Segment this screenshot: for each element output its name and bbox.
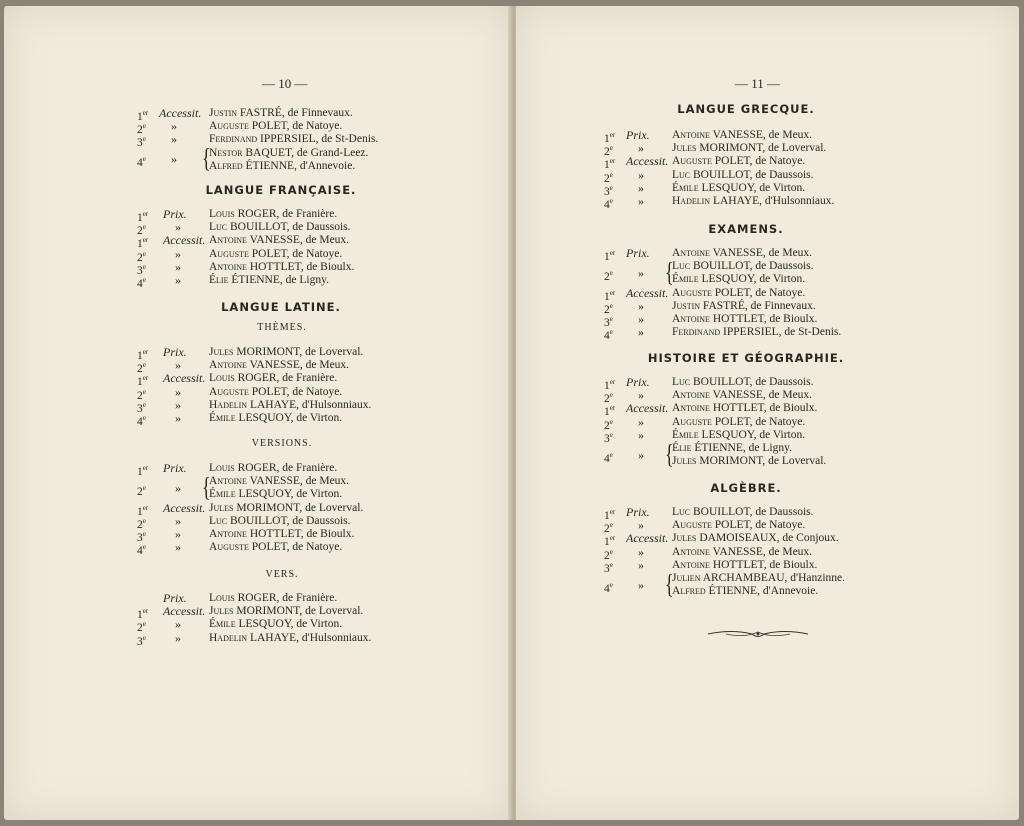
- award-type: Prix.: [626, 505, 650, 519]
- award-rank: 3e: [604, 560, 613, 575]
- award-entry: [137, 461, 397, 478]
- award-type: Prix.: [163, 591, 187, 605]
- award-entry: [604, 414, 864, 432]
- award-rank: 2e: [137, 249, 146, 264]
- ditto-mark: »: [175, 540, 181, 555]
- award-entry: [137, 207, 397, 224]
- award-entry: [137, 591, 397, 604]
- laureate-name: Justin FASTRÉ, de Finnevaux.: [672, 299, 816, 312]
- ditto-mark: »: [175, 630, 181, 645]
- laureate-name: Auguste POLET, de Natoye.: [209, 247, 343, 260]
- award-rank: 1er: [604, 157, 616, 172]
- award-entry: [137, 119, 397, 137]
- award-type: Accessit.: [626, 154, 669, 169]
- award-rank: 1er: [137, 607, 149, 622]
- laureate-name: Émile LESQUOY, de Virton.: [672, 428, 806, 441]
- award-entry: [604, 180, 864, 198]
- award-rank: 1er: [137, 210, 149, 224]
- award-entry: [137, 143, 397, 174]
- heading-langue-grecque: LANGUE GRECQUE.: [677, 102, 815, 116]
- laureate-name: Antoine VANESSE, de Meux.: [672, 129, 813, 141]
- ditto-mark: »: [638, 312, 644, 326]
- award-entry: [137, 513, 397, 531]
- award-entry: [604, 325, 864, 343]
- award-rank: 4e: [604, 197, 613, 211]
- laureate-name: Antoine HOTTLET, de Bioulx.: [209, 260, 355, 273]
- ditto-mark: »: [638, 577, 644, 592]
- laureate-name: Antoine HOTTLET, de Bioulx.: [672, 558, 818, 571]
- award-rank: 1er: [137, 374, 149, 389]
- laureate-name: Auguste POLET, de Natoye.: [209, 385, 343, 398]
- award-type: Accessit.: [626, 531, 669, 546]
- award-entry: [604, 518, 864, 536]
- award-rank: 4e: [137, 543, 146, 558]
- award-rank: 3e: [604, 430, 613, 445]
- award-entry: [137, 220, 397, 238]
- laureate-name: Hadelin LAHAYE, d'Hulsonniaux.: [209, 631, 372, 644]
- award-type: Prix.: [626, 128, 650, 142]
- award-entry: [604, 167, 864, 185]
- ditto-mark: »: [638, 414, 644, 429]
- ditto-mark: »: [638, 298, 644, 313]
- award-entry: [604, 285, 864, 303]
- award-rank: 3e: [604, 315, 613, 329]
- award-entry: [604, 375, 864, 392]
- award-entry: [604, 568, 864, 599]
- award-rank: 2e: [137, 483, 146, 498]
- laureate-name: Jules MORIMONT, de Loverval.: [209, 346, 364, 358]
- laureate-name: Luc BOUILLOT, de Daussois.: [209, 514, 351, 527]
- award-rank: 1er: [137, 503, 149, 518]
- award-entry: [137, 617, 397, 635]
- award-rank: 2e: [604, 170, 613, 185]
- award-rank: 2e: [604, 268, 613, 283]
- laureate-name: Auguste POLET, de Natoye.: [672, 519, 806, 532]
- ditto-mark: »: [171, 119, 177, 134]
- laureate-name: Jules MORIMONT, de Loverval.: [672, 142, 827, 155]
- laureate-name: Luc BOUILLOT, de Daussois.: [672, 168, 814, 181]
- laureate-name: Antoine HOTTLET, de Bioulx.: [672, 313, 818, 325]
- laureate-name: Émile LESQUOY, de Virton.: [672, 181, 806, 194]
- laureate-name: Louis ROGER, de Franière.: [209, 592, 338, 604]
- ditto-mark: »: [638, 518, 644, 533]
- laureate-name: Auguste POLET, de Natoye.: [672, 286, 806, 299]
- award-entry: [604, 401, 864, 419]
- award-rank: 1er: [604, 378, 616, 392]
- ditto-mark: »: [171, 152, 177, 167]
- ditto-mark: »: [175, 513, 181, 528]
- award-rank: 2e: [137, 361, 146, 376]
- award-rank: 2e: [137, 387, 146, 402]
- ditto-mark: »: [638, 388, 644, 403]
- award-rank: 4e: [137, 414, 146, 428]
- award-type: Accessit.: [626, 285, 669, 300]
- award-rank: 2e: [137, 223, 146, 238]
- laureate-name: Ferdinand IPPERSIEL, de St-Denis.: [672, 326, 842, 339]
- end-ornament-icon: [706, 628, 810, 640]
- award-rank: 3e: [137, 633, 146, 648]
- laureate-name: Antoine VANESSE, de Meux.: [209, 359, 350, 372]
- award-entry: [137, 630, 397, 648]
- award-type: Prix.: [163, 461, 187, 475]
- brace-icon: {: [665, 438, 674, 469]
- award-entry: [137, 604, 397, 622]
- award-entry: [604, 154, 864, 172]
- ditto-mark: »: [175, 246, 181, 261]
- award-rank: 1er: [137, 236, 149, 251]
- award-entry: [604, 312, 864, 329]
- award-type: Prix.: [163, 345, 187, 359]
- award-entry: [604, 246, 864, 263]
- award-rank: 3e: [137, 530, 146, 544]
- ditto-mark: »: [175, 273, 181, 287]
- award-rank: 4e: [604, 580, 613, 595]
- award-entry: [604, 298, 864, 316]
- award-type: Prix.: [626, 375, 650, 389]
- laureate-name: Auguste POLET, de Natoye.: [209, 541, 343, 554]
- award-entry: [137, 233, 397, 251]
- brace-icon: {: [202, 143, 211, 174]
- laureate-name: Auguste POLET, de Natoye.: [209, 120, 343, 133]
- award-rank: 1er: [604, 288, 616, 303]
- award-rank: 1er: [604, 404, 616, 419]
- award-rank: 1er: [137, 464, 149, 478]
- ditto-mark: »: [175, 358, 181, 373]
- award-type: Prix.: [163, 207, 187, 221]
- laureate-name: Luc BOUILLOT, de Daussois.: [672, 260, 814, 273]
- ditto-mark: »: [638, 544, 644, 559]
- award-entry: [604, 427, 864, 445]
- ditto-mark: »: [175, 527, 181, 541]
- subheading-versions: VERSIONS.: [251, 438, 313, 449]
- laureate-name: Luc BOUILLOT, de Daussois.: [672, 506, 814, 518]
- award-rank: 2e: [604, 301, 613, 316]
- laureate-name: Antoine VANESSE, de Meux.: [672, 545, 813, 558]
- award-entry: [137, 371, 397, 389]
- award-entry: [604, 505, 864, 522]
- ditto-mark: »: [175, 480, 181, 495]
- laureate-name: Jules MORIMONT, de Loverval.: [209, 605, 364, 618]
- laureate-name: Jules DAMOISEAUX, de Conjoux.: [672, 532, 839, 545]
- award-entry: [137, 273, 397, 290]
- award-rank: 1er: [604, 131, 616, 145]
- award-entry: [137, 358, 397, 376]
- award-rank: 2e: [137, 516, 146, 531]
- award-entry: [137, 384, 397, 402]
- award-entry: [137, 527, 397, 544]
- award-rank: 3e: [604, 183, 613, 198]
- laureate-name: Louis ROGER, de Franière.: [209, 372, 338, 385]
- ditto-mark: »: [638, 265, 644, 280]
- laureate-name: Antoine VANESSE, de Meux.: [672, 389, 813, 402]
- laureate-name: Jules MORIMONT, de Loverval.: [209, 501, 364, 514]
- award-rank: 3e: [137, 262, 146, 277]
- award-rank: 2e: [604, 144, 613, 159]
- award-rank: 1er: [604, 508, 616, 522]
- laureate-name: Julien ARCHAMBEAU, d'Hanzinne.: [672, 572, 846, 584]
- laureate-name: Justin FASTRÉ, de Finnevaux.: [209, 107, 353, 119]
- award-entry: [137, 397, 397, 415]
- award-entry: [604, 388, 864, 406]
- award-rank: 1er: [137, 109, 149, 123]
- award-entry: [137, 540, 397, 558]
- award-rank: 2e: [137, 620, 146, 635]
- laureate-name: Alfred ÉTIENNE, d'Annevoie.: [209, 159, 356, 172]
- ditto-mark: »: [638, 557, 644, 572]
- laureate-name: Hadelin LAHAYE, d'Hulsonniaux.: [672, 195, 835, 207]
- laureate-name: Émile LESQUOY, de Virton.: [209, 618, 343, 631]
- award-rank: 1er: [137, 348, 149, 362]
- laureate-name: Alfred ÉTIENNE, d'Annevoie.: [672, 585, 819, 598]
- laureate-name: Luc BOUILLOT, de Daussois.: [209, 221, 351, 234]
- laureate-name: Antoine VANESSE, de Meux.: [209, 475, 350, 488]
- laureate-name: Élie ÉTIENNE, de Ligny.: [209, 274, 329, 286]
- heading-histoire-geographie: HISTOIRE ET GÉOGRAPHIE.: [647, 351, 845, 365]
- award-type: Accessit.: [163, 233, 206, 248]
- subheading-themes: THÈMES.: [257, 322, 307, 333]
- award-rank: 1er: [604, 534, 616, 549]
- ditto-mark: »: [638, 141, 644, 156]
- award-entry: [137, 411, 397, 428]
- award-rank: 3e: [137, 400, 146, 415]
- award-rank: 2e: [604, 391, 613, 406]
- award-type: Accessit.: [626, 401, 669, 416]
- award-rank: 4e: [604, 450, 613, 465]
- award-type: Prix.: [626, 246, 650, 260]
- laureate-name: Auguste POLET, de Natoye.: [672, 415, 806, 428]
- ditto-mark: »: [638, 167, 644, 182]
- heading-algebre: ALGÈBRE.: [710, 481, 782, 495]
- award-type: Accessit.: [163, 604, 206, 619]
- award-entry: [604, 557, 864, 575]
- laureate-name: Élie ÉTIENNE, de Ligny.: [672, 442, 792, 454]
- award-rank: 2e: [137, 122, 146, 137]
- laureate-name: Émile LESQUOY, de Virton.: [209, 412, 343, 424]
- brace-icon: {: [665, 568, 674, 599]
- right-page-number: — 11 —: [735, 76, 781, 91]
- laureate-name: Auguste POLET, de Natoye.: [672, 155, 806, 168]
- laureate-name: Émile LESQUOY, de Virton.: [209, 488, 343, 501]
- laureate-name: Louis ROGER, de Franière.: [209, 462, 338, 474]
- ditto-mark: »: [175, 384, 181, 399]
- award-rank: 2e: [604, 547, 613, 562]
- laureate-name: Antoine VANESSE, de Meux.: [672, 247, 813, 259]
- award-entry: [137, 259, 397, 277]
- brace-icon: {: [202, 471, 211, 502]
- award-entry: [604, 128, 864, 145]
- award-type: Accessit.: [163, 500, 206, 515]
- ditto-mark: »: [175, 411, 181, 425]
- award-rank: 3e: [137, 135, 146, 150]
- award-entry: [604, 438, 864, 469]
- award-rank: 2e: [604, 417, 613, 432]
- laureate-name: Émile LESQUOY, de Virton.: [672, 273, 806, 286]
- ditto-mark: »: [175, 220, 181, 235]
- ditto-mark: »: [638, 325, 644, 340]
- award-rank: 4e: [137, 155, 146, 170]
- heading-examens: EXAMENS.: [708, 222, 784, 236]
- laureate-name: Hadelin LAHAYE, d'Hulsonniaux.: [209, 398, 372, 411]
- ditto-mark: »: [175, 397, 181, 412]
- laureate-name: Nestor BAQUET, de Grand-Leez.: [209, 146, 369, 159]
- award-type: Accessit.: [159, 106, 202, 120]
- award-entry: [137, 500, 397, 518]
- heading-langue-latine: LANGUE LATINE.: [221, 300, 341, 314]
- ditto-mark: »: [175, 259, 181, 274]
- award-entry: [137, 132, 397, 150]
- ditto-mark: »: [638, 427, 644, 442]
- laureate-name: Louis ROGER, de Franière.: [209, 208, 338, 220]
- award-entry: [137, 246, 397, 264]
- laureate-name: Antoine HOTTLET, de Bioulx.: [209, 528, 355, 540]
- award-entry: [137, 345, 397, 362]
- laureate-name: Ferdinand IPPERSIEL, de St-Denis.: [209, 133, 379, 146]
- award-entry: [604, 141, 864, 159]
- laureate-name: Jules MORIMONT, de Loverval.: [672, 455, 827, 468]
- award-entry: [137, 106, 397, 123]
- laureate-name: Antoine VANESSE, de Meux.: [209, 234, 350, 247]
- award-rank: 1er: [604, 249, 616, 263]
- award-entry: [604, 531, 864, 549]
- ditto-mark: »: [638, 194, 644, 208]
- heading-langue-francaise: LANGUE FRANÇAISE.: [205, 183, 357, 197]
- subheading-vers: VERS.: [265, 569, 299, 580]
- award-rank: 4e: [137, 276, 146, 290]
- left-page-number: — 10 —: [262, 76, 308, 91]
- laureate-name: Luc BOUILLOT, de Daussois.: [672, 376, 814, 388]
- ditto-mark: »: [175, 617, 181, 632]
- ditto-mark: »: [638, 447, 644, 462]
- award-entry: [604, 544, 864, 562]
- award-type: Accessit.: [163, 371, 206, 386]
- award-entry: [604, 194, 864, 211]
- award-rank: 2e: [604, 521, 613, 536]
- laureate-name: Antoine HOTTLET, de Bioulx.: [672, 402, 818, 415]
- ditto-mark: »: [638, 180, 644, 195]
- brace-icon: {: [665, 256, 674, 287]
- award-rank: 4e: [604, 328, 613, 343]
- ditto-mark: »: [171, 132, 177, 147]
